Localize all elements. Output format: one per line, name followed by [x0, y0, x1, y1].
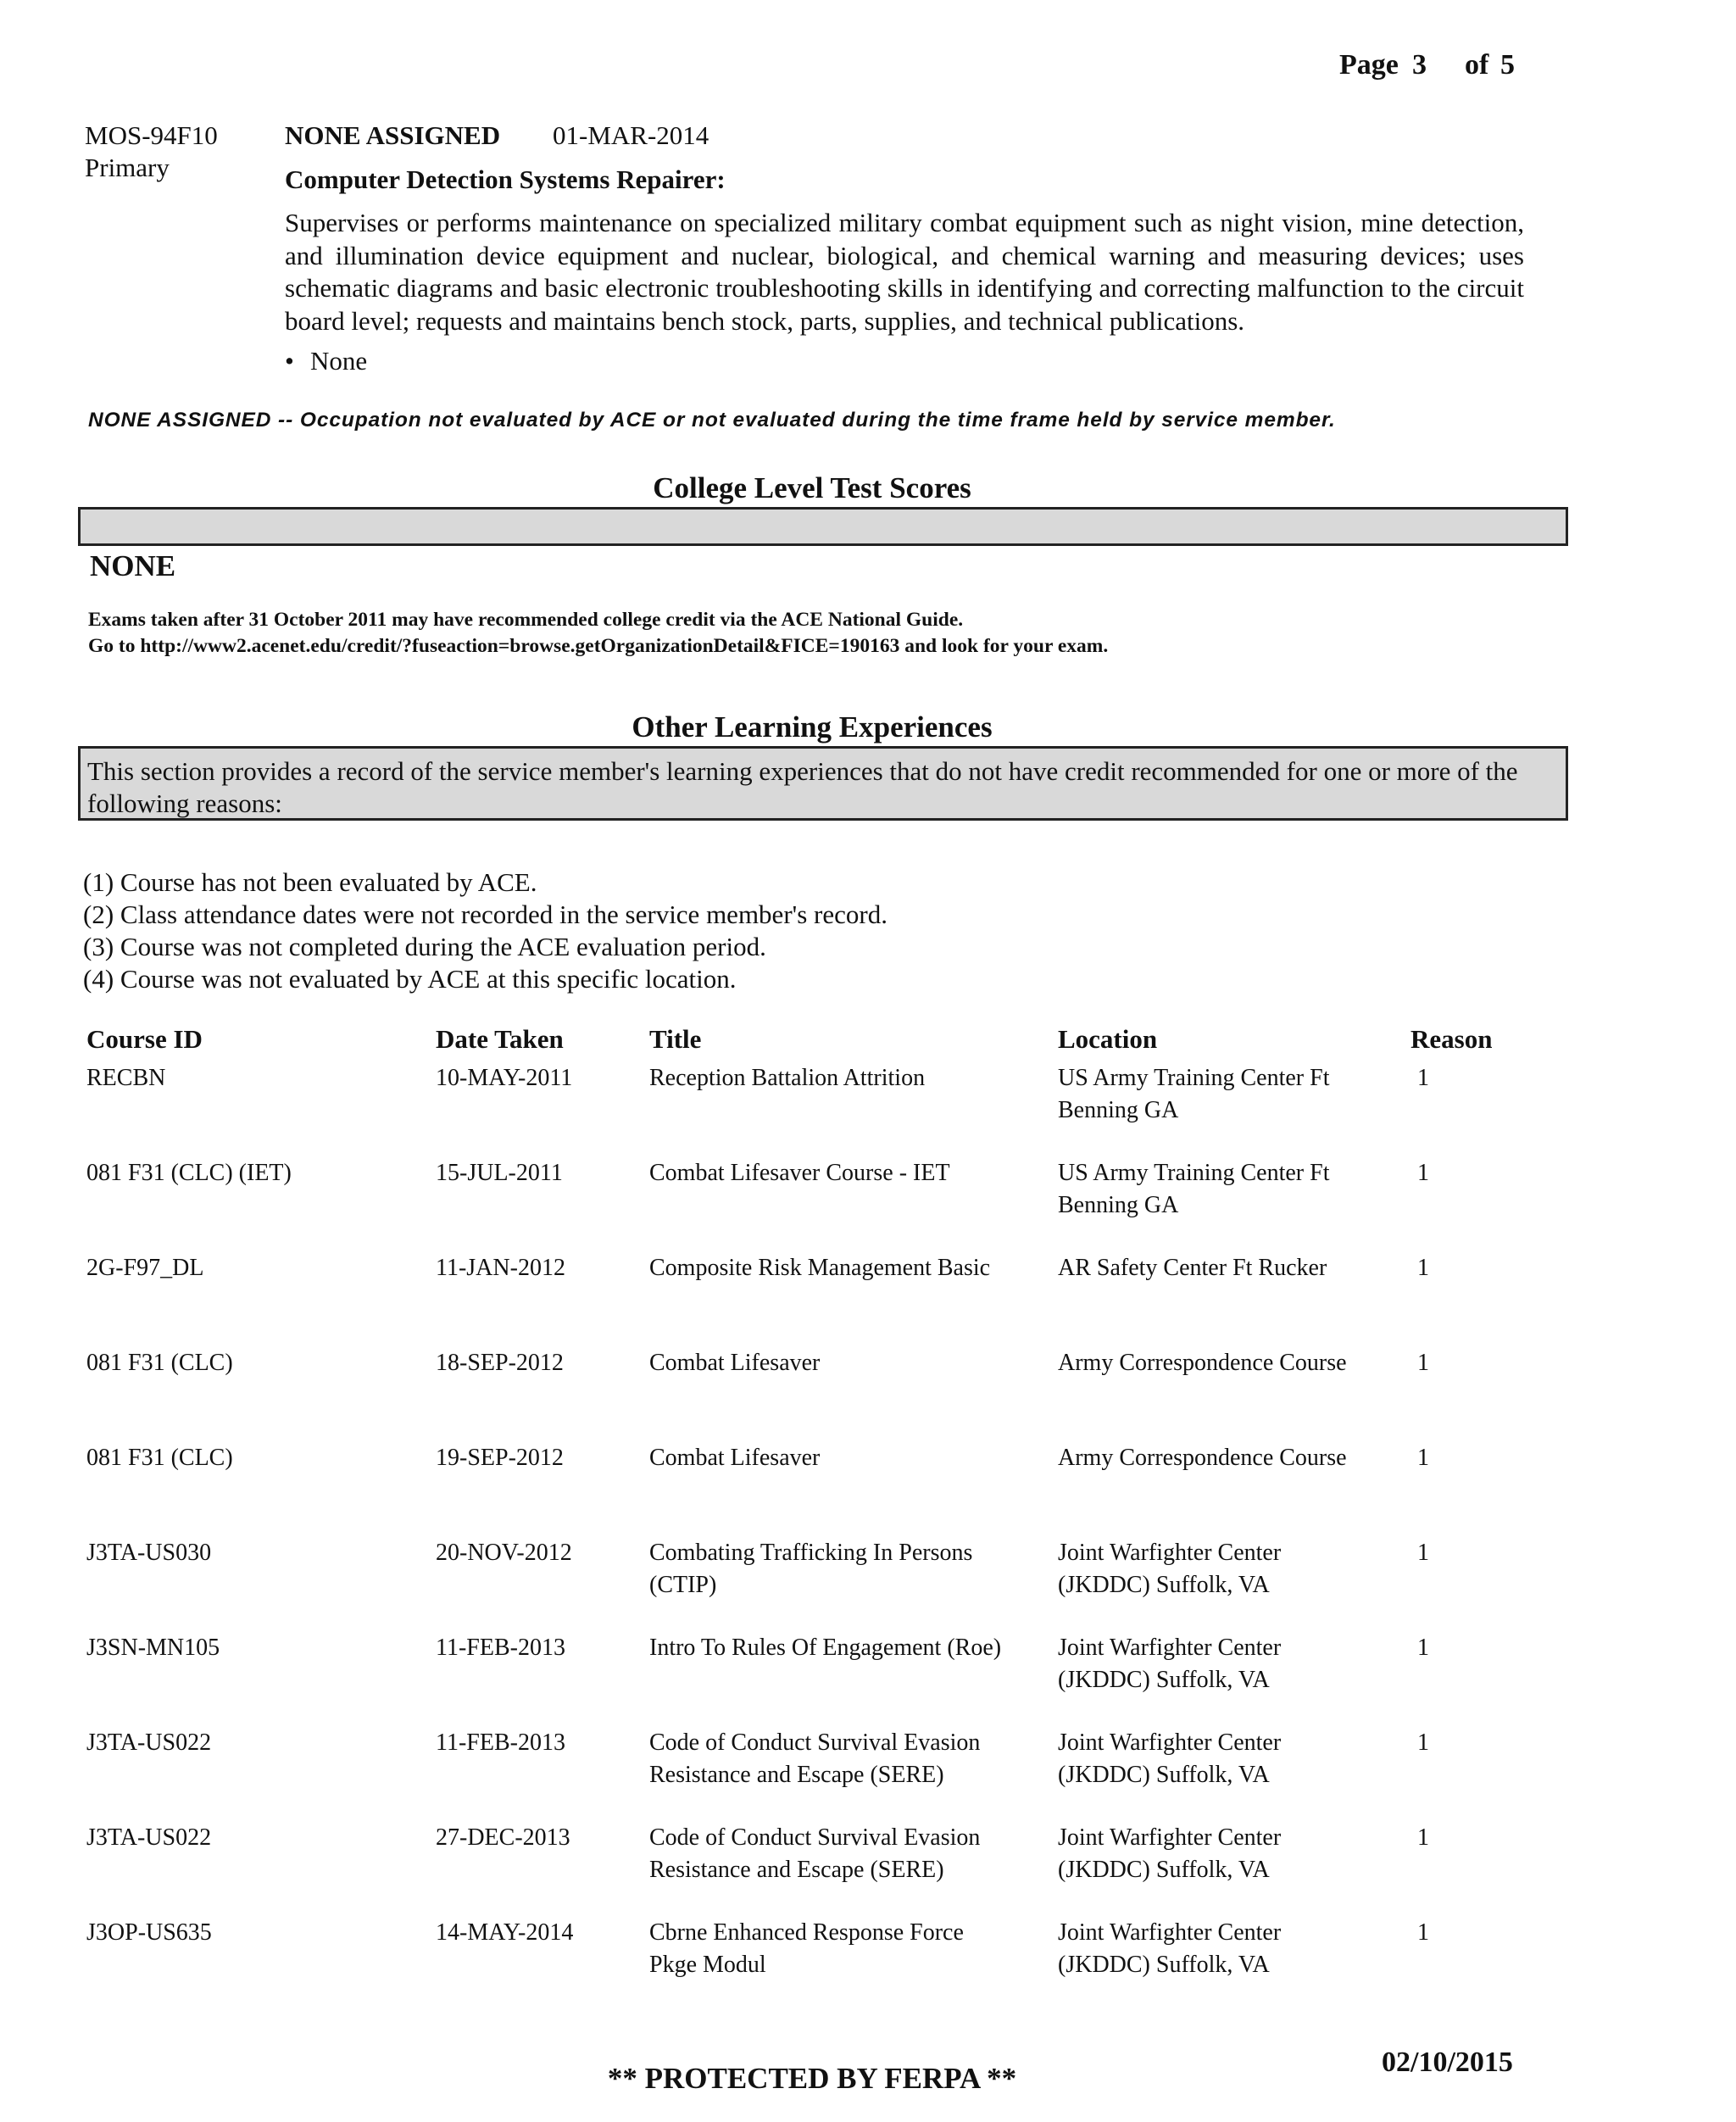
cell-date-taken: 11-JAN-2012 — [436, 1255, 565, 1281]
cell-title: Reception Battalion Attrition — [649, 1065, 926, 1091]
cell-reason: 1 — [1417, 1445, 1429, 1471]
cell-reason: 1 — [1417, 1919, 1429, 1946]
column-header-date-taken: Date Taken — [436, 1024, 564, 1054]
cell-date-taken: 15-JUL-2011 — [436, 1160, 563, 1186]
cell-date-taken: 11-FEB-2013 — [436, 1635, 565, 1661]
cell-course-id: RECBN — [86, 1065, 166, 1091]
table-row — [0, 1442, 1736, 1537]
college-tests-note-line2: Go to http://www2.acenet.edu/credit/?fuseaction=browse.getOrganizationDetail&FICE=190163 and look for your exam. — [88, 635, 1109, 657]
cell-location: Joint Warfighter Center (JKDDC) Suffolk, VA — [1058, 1540, 1282, 1598]
cell-reason: 1 — [1417, 1540, 1429, 1566]
mos-code: MOS-94F10 — [85, 120, 218, 150]
cell-title: Combat Lifesaver — [649, 1350, 821, 1376]
mos-type: Primary — [85, 153, 170, 182]
cell-course-id: J3OP-US635 — [86, 1919, 212, 1946]
cell-date-taken: 18-SEP-2012 — [436, 1350, 564, 1376]
cell-location: US Army Training Center Ft Benning GA — [1058, 1065, 1330, 1123]
cell-location: Joint Warfighter Center (JKDDC) Suffolk, VA — [1058, 1824, 1282, 1883]
column-header-title: Title — [649, 1024, 702, 1054]
mos-bullet-text: None — [310, 346, 368, 376]
cell-title: Composite Risk Management Basic — [649, 1255, 991, 1281]
cell-reason: 1 — [1417, 1350, 1429, 1376]
reason-item: (2) Class attendance dates were not recorded in the service member's record. — [83, 899, 887, 929]
cell-title: Combating Trafficking In Persons (CTIP) — [649, 1540, 973, 1598]
cell-date-taken: 27-DEC-2013 — [436, 1824, 570, 1851]
table-row — [0, 1917, 1736, 2012]
table-row — [0, 1727, 1736, 1822]
cell-location: Joint Warfighter Center (JKDDC) Suffolk, VA — [1058, 1635, 1282, 1693]
reason-item: (4) Course was not evaluated by ACE at this specific location. — [83, 964, 737, 994]
page-total: 5 — [1500, 49, 1515, 81]
cell-course-id: 081 F31 (CLC) — [86, 1350, 233, 1376]
cell-date-taken: 19-SEP-2012 — [436, 1445, 564, 1471]
cell-course-id: J3TA-US022 — [86, 1824, 212, 1851]
mos-description: Supervises or performs maintenance on specialized military combat equipment such as night vision, mine detection, and illumination device equipment and nuclear, biological, and chemical warning and measuring devices; uses schematic diagrams and basic electronic troubleshooting skills in identifying and correcting malfunction to the circuit board level; requests and maintains bench stock, parts, supplies, and technical publications. — [285, 208, 1524, 336]
cell-course-id: J3TA-US030 — [86, 1540, 212, 1566]
reason-item: (3) Course was not completed during the ACE evaluation period. — [83, 932, 766, 961]
table-row — [0, 1347, 1736, 1442]
cell-location: Army Correspondence Course — [1058, 1350, 1347, 1376]
cell-reason: 1 — [1417, 1255, 1429, 1281]
footer-date: 02/10/2015 — [1382, 2047, 1513, 2078]
none-assigned-note: NONE ASSIGNED -- Occupation not evaluated by ACE or not evaluated during the time frame held by service member. — [88, 409, 1336, 432]
page-label: Page — [1339, 49, 1399, 81]
cell-title: Code of Conduct Survival Evasion Resistance and Escape (SERE) — [649, 1729, 981, 1788]
ferpa-notice: ** PROTECTED BY FERPA ** — [607, 2062, 1017, 2095]
column-header-reason: Reason — [1410, 1024, 1493, 1054]
page-of-label: of — [1465, 49, 1489, 81]
cell-course-id: J3TA-US022 — [86, 1729, 212, 1756]
cell-title: Cbrne Enhanced Response Force Pkge Modul — [649, 1919, 964, 1978]
cell-date-taken: 11-FEB-2013 — [436, 1729, 565, 1756]
other-learning-intro-box — [78, 746, 1568, 821]
cell-reason: 1 — [1417, 1824, 1429, 1851]
cell-title: Code of Conduct Survival Evasion Resistance and Escape (SERE) — [649, 1824, 981, 1883]
cell-location: Army Correspondence Course — [1058, 1445, 1347, 1471]
cell-location: US Army Training Center Ft Benning GA — [1058, 1160, 1330, 1218]
college-tests-value: NONE — [90, 549, 176, 582]
page-number: 3 — [1412, 49, 1427, 81]
cell-title: Combat Lifesaver Course - IET — [649, 1160, 950, 1186]
table-row — [0, 1062, 1736, 1157]
cell-location: Joint Warfighter Center (JKDDC) Suffolk, VA — [1058, 1919, 1282, 1978]
column-header-course-id: Course ID — [86, 1024, 203, 1054]
cell-date-taken: 14-MAY-2014 — [436, 1919, 574, 1946]
table-row — [0, 1822, 1736, 1917]
mos-status: NONE ASSIGNED — [285, 120, 501, 150]
cell-course-id: J3SN-MN105 — [86, 1635, 220, 1661]
college-tests-title: College Level Test Scores — [653, 471, 971, 504]
cell-course-id: 081 F31 (CLC) — [86, 1445, 233, 1471]
table-row — [0, 1537, 1736, 1632]
cell-reason: 1 — [1417, 1635, 1429, 1661]
cell-location: Joint Warfighter Center (JKDDC) Suffolk, VA — [1058, 1729, 1282, 1788]
cell-course-id: 2G-F97_DL — [86, 1255, 204, 1281]
college-tests-note-line1: Exams taken after 31 October 2011 may have recommended college credit via the ACE National Guide. — [88, 609, 964, 631]
column-header-location: Location — [1058, 1024, 1158, 1054]
cell-reason: 1 — [1417, 1729, 1429, 1756]
mos-bullet-item — [285, 346, 367, 376]
cell-date-taken: 20-NOV-2012 — [436, 1540, 572, 1566]
cell-reason: 1 — [1417, 1065, 1429, 1091]
cell-location: AR Safety Center Ft Rucker — [1058, 1255, 1327, 1281]
cell-date-taken: 10-MAY-2011 — [436, 1065, 573, 1091]
cell-reason: 1 — [1417, 1160, 1429, 1186]
cell-course-id: 081 F31 (CLC) (IET) — [86, 1160, 292, 1186]
table-row — [0, 1632, 1736, 1727]
other-learning-title: Other Learning Experiences — [632, 710, 993, 744]
table-row — [0, 1157, 1736, 1252]
mos-title: Computer Detection Systems Repairer: — [285, 164, 726, 194]
bullet-icon: • — [285, 346, 294, 376]
college-tests-header-bar — [78, 507, 1568, 546]
reason-item: (1) Course has not been evaluated by ACE. — [83, 867, 537, 897]
cell-title: Intro To Rules Of Engagement (Roe) — [649, 1635, 1002, 1661]
cell-title: Combat Lifesaver — [649, 1445, 821, 1471]
other-learning-intro: This section provides a record of the service member's learning experiences that do not have credit recommended for one or more of the following reasons: — [87, 756, 1518, 818]
mos-date: 01-MAR-2014 — [553, 120, 709, 150]
table-row — [0, 1252, 1736, 1347]
